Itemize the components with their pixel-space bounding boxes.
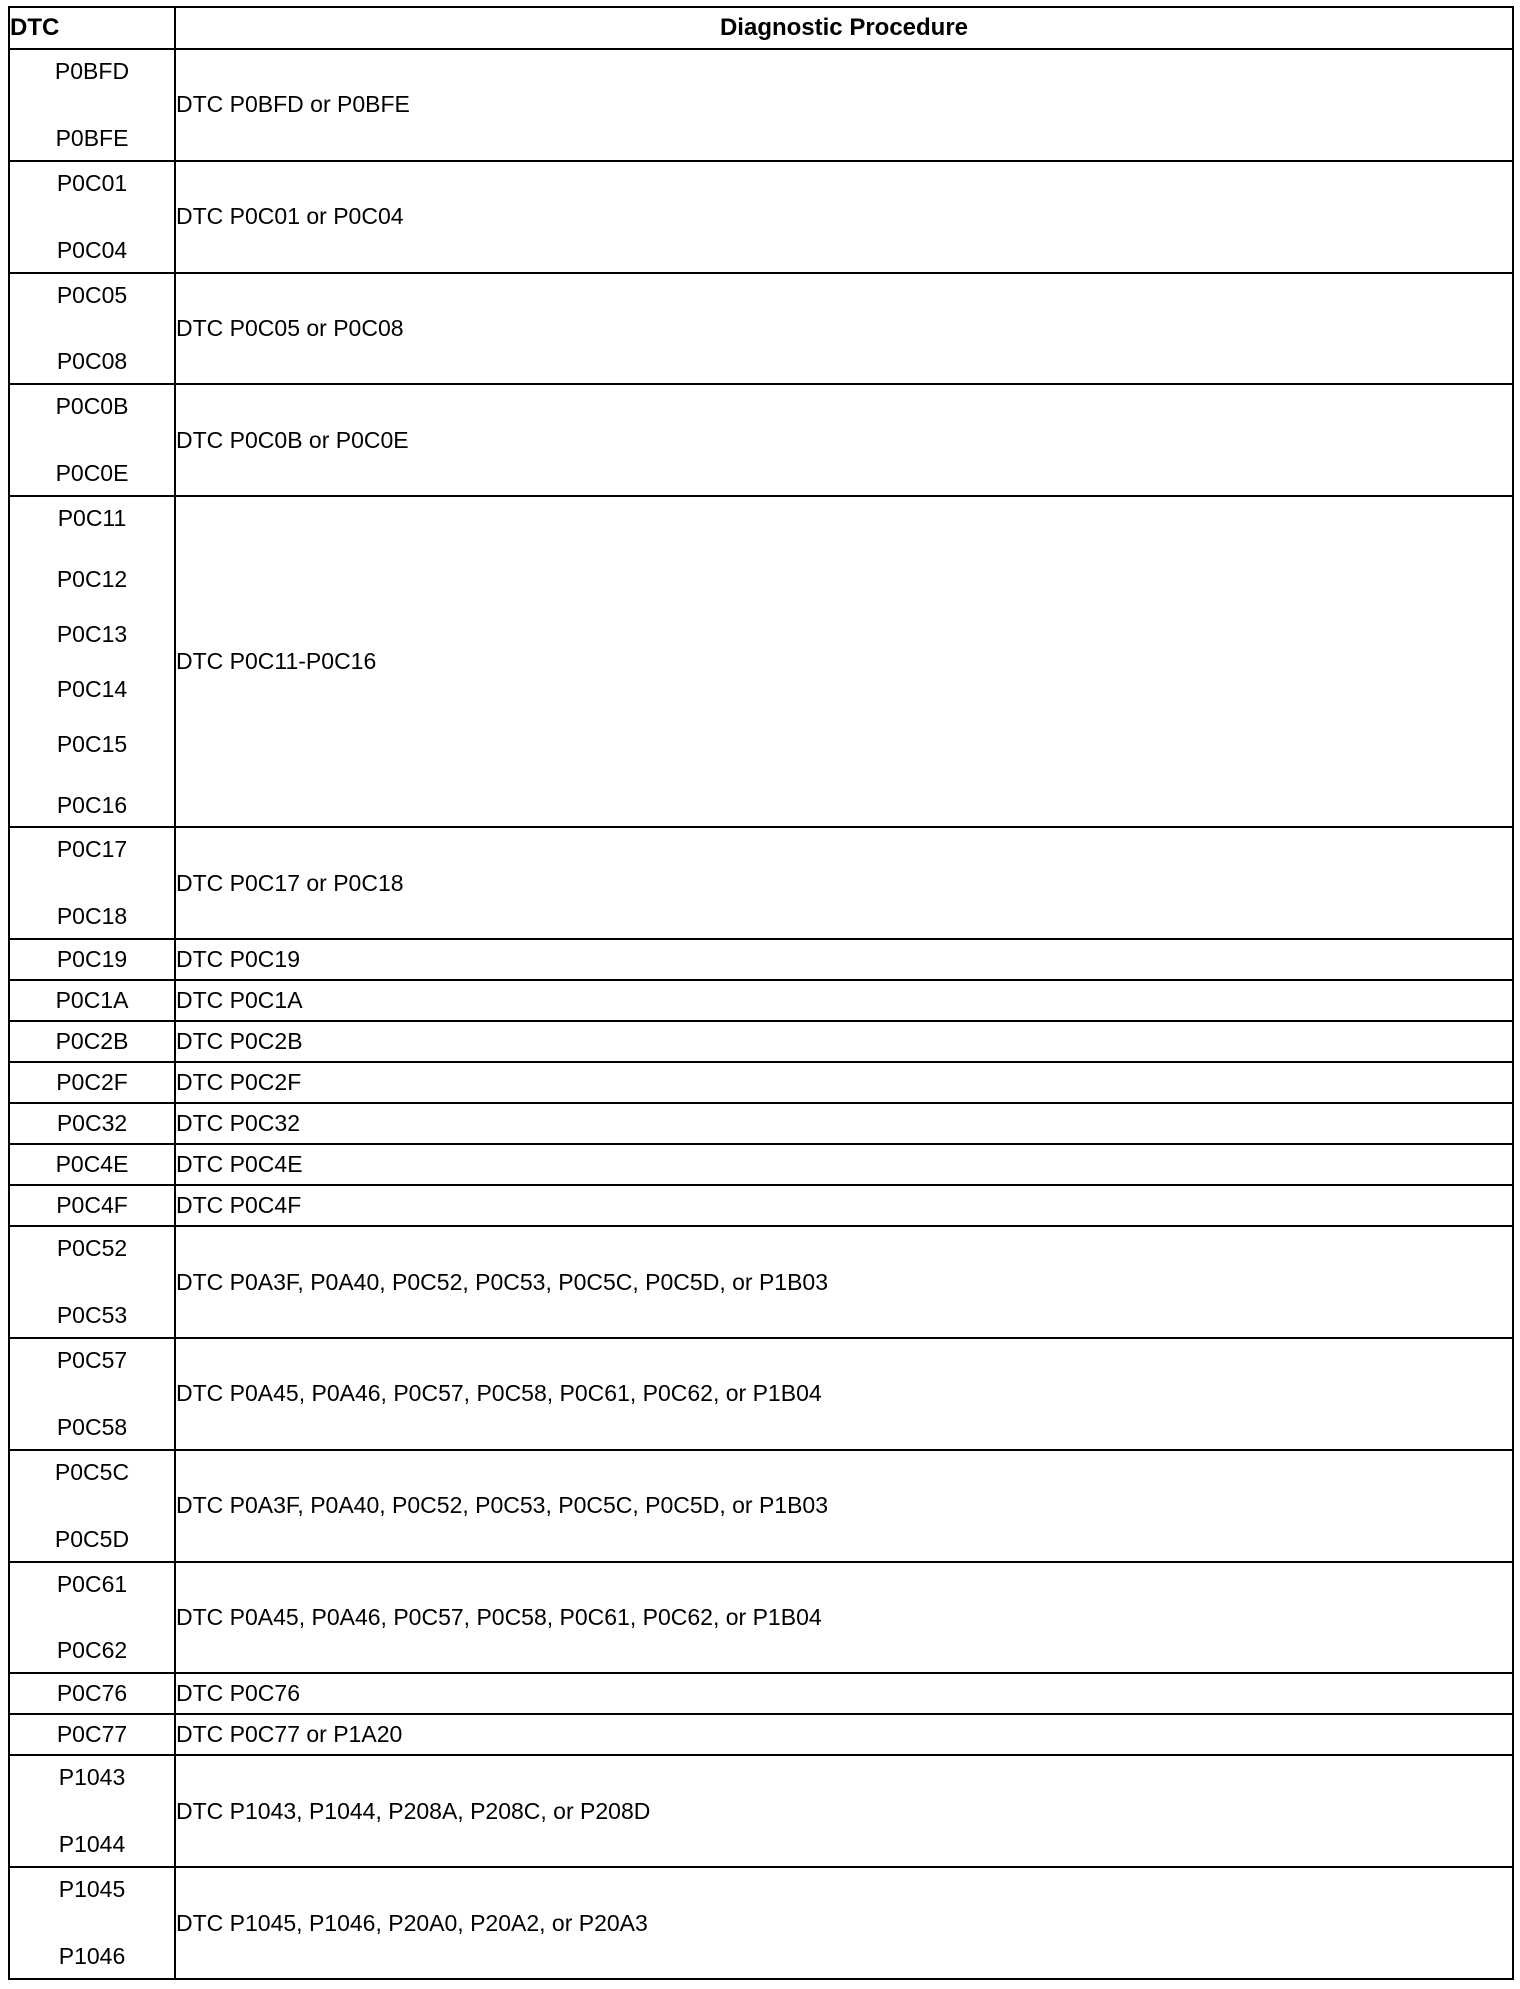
diagnostic-procedure-link[interactable]: DTC P0C17 or P0C18 [175, 827, 1513, 939]
header-row [9, 7, 1513, 49]
diagnostic-procedure-link[interactable]: DTC P0C76 [175, 1673, 1513, 1714]
dtc-code: P0C57 [56, 1347, 128, 1374]
table-row [9, 1755, 1513, 1867]
table-row [9, 827, 1513, 939]
dtc-code-cell [9, 1226, 175, 1338]
dtc-code: P0C05 [56, 281, 128, 308]
dtc-code: P1043 [58, 1764, 126, 1791]
dtc-code-cell [9, 1714, 175, 1755]
dtc-code-cell [9, 1562, 175, 1674]
dtc-code-cell [9, 1867, 175, 1979]
dtc-code: P0BFD [54, 58, 130, 84]
dtc-code: P0C1A [55, 987, 129, 1014]
dtc-code: P0C58 [56, 1413, 128, 1440]
table-row [9, 161, 1513, 273]
table-row [9, 1226, 1513, 1338]
dtc-code: P0C01 [56, 169, 128, 196]
diagnostic-procedure-link[interactable]: DTC P0C32 [175, 1103, 1513, 1144]
dtc-code: P0BFE [55, 124, 129, 151]
table-row [9, 939, 1513, 980]
table-body [9, 49, 1513, 1979]
dtc-code: P0C61 [56, 1570, 128, 1597]
dtc-code: P0C2B [55, 1028, 129, 1055]
dtc-code-cell [9, 1062, 175, 1103]
diagnostic-procedure-link[interactable]: DTC P0C77 or P1A20 [175, 1714, 1513, 1755]
diagnostic-procedure-link[interactable]: DTC P0A45, P0A46, P0C57, P0C58, P0C61, P0C62, or P1B04 [175, 1338, 1513, 1450]
dtc-code: P0C53 [56, 1302, 128, 1329]
diagnostic-procedure-link[interactable]: DTC P0C11-P0C16 [175, 496, 1513, 827]
dtc-code: P1046 [58, 1943, 126, 1970]
table-row [9, 1450, 1513, 1562]
dtc-code: P0C14 [56, 675, 128, 702]
dtc-code: P0C77 [56, 1721, 128, 1748]
table-row [9, 1338, 1513, 1450]
diagnostic-procedure-link[interactable]: DTC P0C1A [175, 980, 1513, 1021]
dtc-code: P0C08 [56, 348, 128, 375]
table-row [9, 1185, 1513, 1226]
dtc-code-cell [9, 827, 175, 939]
diagnostic-procedure-link[interactable]: DTC P0C4E [175, 1144, 1513, 1185]
dtc-code: P0C0E [55, 460, 129, 487]
dtc-code-cell [9, 1673, 175, 1714]
table-row [9, 496, 1513, 827]
dtc-code: P0C04 [56, 236, 128, 263]
dtc-code: P0C18 [56, 903, 128, 930]
procedure-column-header: Diagnostic Procedure [175, 7, 1513, 49]
dtc-code: P0C12 [56, 566, 128, 593]
diagnostic-procedure-link[interactable]: DTC P0A3F, P0A40, P0C52, P0C53, P0C5C, P0C5D, or P1B03 [175, 1450, 1513, 1562]
diagnostic-procedure-link[interactable]: DTC P0A3F, P0A40, P0C52, P0C53, P0C5C, P0C5D, or P1B03 [175, 1226, 1513, 1338]
table-row [9, 1673, 1513, 1714]
diagnostic-procedure-link[interactable]: DTC P0C19 [175, 939, 1513, 980]
dtc-code: P0C11 [57, 505, 127, 532]
dtc-code: P0C32 [56, 1110, 128, 1137]
diagnostic-procedure-link[interactable]: DTC P0C4F [175, 1185, 1513, 1226]
table-row [9, 1562, 1513, 1674]
dtc-code-cell [9, 496, 175, 827]
diagnostic-procedure-link[interactable]: DTC P1043, P1044, P208A, P208C, or P208D [175, 1755, 1513, 1867]
dtc-code-cell [9, 1755, 175, 1867]
dtc-code-cell [9, 1450, 175, 1562]
dtc-code: P0C4E [55, 1151, 129, 1178]
dtc-code-cell [9, 384, 175, 496]
diagnostic-procedure-link[interactable]: DTC P1045, P1046, P20A0, P20A2, or P20A3 [175, 1867, 1513, 1979]
table-row [9, 1103, 1513, 1144]
dtc-code: P1044 [58, 1831, 126, 1858]
diagnostic-procedure-link[interactable]: DTC P0C01 or P0C04 [175, 161, 1513, 273]
table-row [9, 1867, 1513, 1979]
dtc-code-cell [9, 1103, 175, 1144]
diagnostic-procedure-link[interactable]: DTC P0C2B [175, 1021, 1513, 1062]
diagnostic-procedure-link[interactable]: DTC P0BFD or P0BFE [175, 49, 1513, 161]
dtc-code: P0C16 [56, 791, 128, 818]
diagnostic-procedure-link[interactable]: DTC P0C05 or P0C08 [175, 273, 1513, 385]
dtc-code-cell [9, 1144, 175, 1185]
dtc-code: P0C62 [56, 1637, 128, 1664]
dtc-code-cell [9, 980, 175, 1021]
dtc-code-cell [9, 1185, 175, 1226]
dtc-column-header: DTC [9, 7, 175, 49]
table-row [9, 49, 1513, 161]
table-row [9, 384, 1513, 496]
dtc-code: P0C5C [54, 1458, 130, 1485]
dtc-code: P0C5D [54, 1525, 130, 1552]
dtc-code-cell [9, 1338, 175, 1450]
dtc-code-cell [9, 49, 175, 161]
diagnostic-procedure-link[interactable]: DTC P0A45, P0A46, P0C57, P0C58, P0C61, P0C62, or P1B04 [175, 1562, 1513, 1674]
dtc-code: P0C17 [56, 836, 128, 863]
dtc-code-cell [9, 1021, 175, 1062]
dtc-procedure-table [8, 6, 1514, 1980]
table-row [9, 273, 1513, 385]
dtc-code: P0C4F [56, 1192, 128, 1219]
dtc-code: P0C0B [55, 393, 129, 420]
dtc-code-cell [9, 161, 175, 273]
dtc-code: P0C15 [56, 730, 128, 757]
dtc-code-cell [9, 273, 175, 385]
table-row [9, 1714, 1513, 1755]
dtc-code: P1045 [58, 1876, 126, 1903]
diagnostic-procedure-link[interactable]: DTC P0C0B or P0C0E [175, 384, 1513, 496]
table-row [9, 1144, 1513, 1185]
table-row [9, 1021, 1513, 1062]
diagnostic-procedure-link[interactable]: DTC P0C2F [175, 1062, 1513, 1103]
dtc-code: P0C76 [56, 1680, 128, 1707]
table-row [9, 980, 1513, 1021]
dtc-code: P0C2F [56, 1069, 128, 1096]
dtc-code: P0C52 [56, 1235, 128, 1262]
dtc-code-cell [9, 939, 175, 980]
dtc-code: P0C13 [56, 620, 128, 647]
dtc-code: P0C19 [56, 946, 128, 973]
table-row [9, 1062, 1513, 1103]
